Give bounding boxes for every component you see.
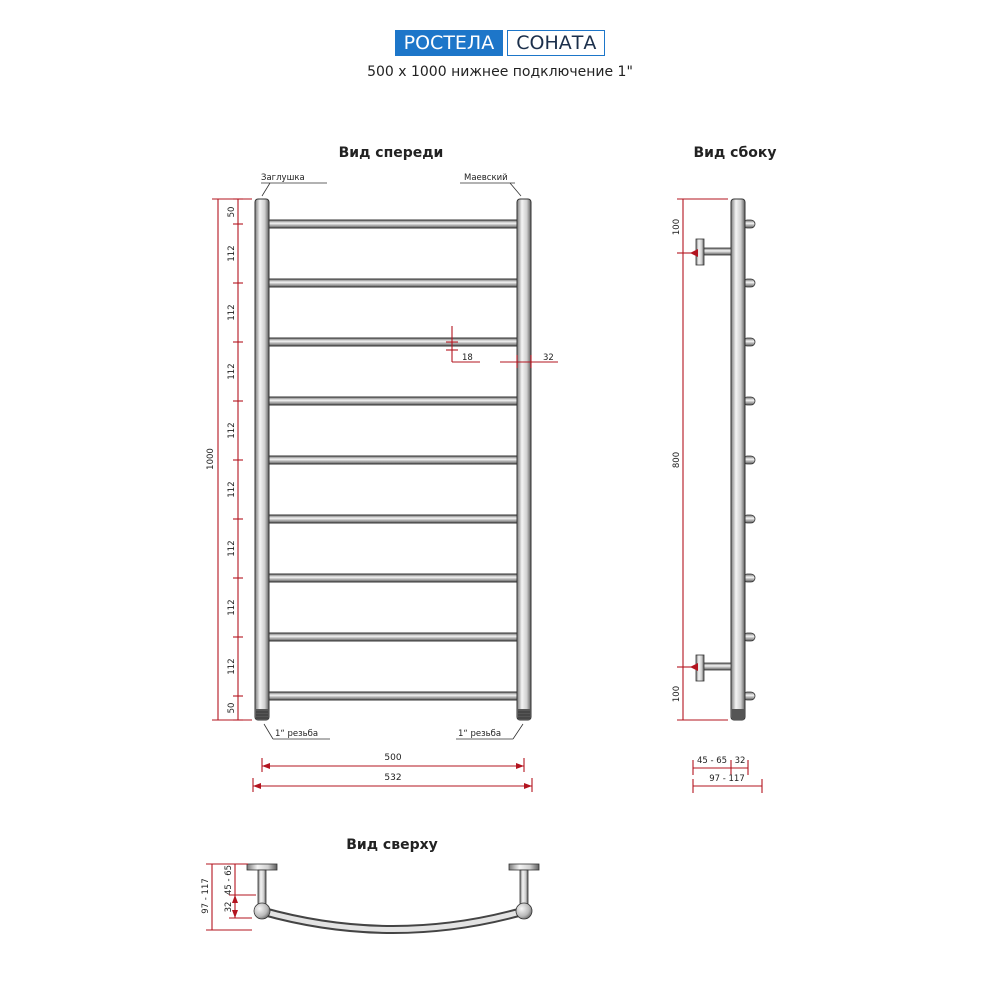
- product-subtitle: 500 x 1000 нижнее подключение 1": [367, 64, 633, 80]
- spacing-label: 112: [227, 304, 237, 321]
- spacing-label: 112: [227, 599, 237, 616]
- front-view: [206, 173, 558, 792]
- mayevsky-label: Маевский: [464, 173, 508, 183]
- rung-diameter-label: 18: [462, 353, 473, 363]
- front-rung: [263, 338, 523, 346]
- side-upper-bracket: [690, 239, 731, 265]
- left-thread-end: [256, 709, 268, 720]
- spacing-label: 112: [227, 422, 237, 439]
- front-view-title: Вид спереди: [338, 145, 444, 161]
- top-right-bracket-stem: [520, 870, 528, 906]
- plug-label: Заглушка: [261, 173, 305, 183]
- spacing-label: 112: [227, 658, 237, 675]
- left-post: [255, 199, 269, 720]
- side-post: [731, 199, 745, 720]
- top-dim-post: 32: [224, 901, 234, 913]
- top-dim-depth: 97 - 117: [201, 878, 211, 914]
- spacing-label: 112: [227, 540, 237, 557]
- side-dim-middle: 800: [672, 451, 682, 469]
- left-thread-label: 1“ резьба: [275, 729, 319, 739]
- side-dim-bottom: 100: [672, 685, 682, 703]
- top-left-wall-plate: [247, 864, 277, 870]
- top-left-post-circle: [254, 903, 270, 919]
- front-rung: [263, 692, 523, 700]
- front-rung: [263, 279, 523, 287]
- front-rung: [263, 574, 523, 582]
- front-rung: [263, 456, 523, 464]
- spacing-label: 112: [227, 363, 237, 380]
- width-centers-label: 500: [384, 753, 402, 763]
- top-right-wall-plate: [509, 864, 539, 870]
- side-dim-top: 100: [672, 218, 682, 236]
- top-view: [201, 864, 539, 930]
- right-thread-label: 1“ резьба: [458, 729, 502, 739]
- top-dim-wall: 45 - 65: [224, 864, 234, 896]
- side-view: [672, 199, 762, 793]
- spacing-top-label: 50: [227, 206, 237, 218]
- height-total-label: 1000: [206, 448, 216, 470]
- width-overall-label: 532: [384, 773, 402, 783]
- brand-model-name: СОНАТА: [507, 30, 605, 56]
- top-right-post-circle: [516, 903, 532, 919]
- front-rung: [263, 633, 523, 641]
- side-view-title: Вид сбоку: [693, 145, 777, 161]
- brand-logo-rostela: РОСТЕЛА: [395, 30, 504, 56]
- front-rungs: [263, 220, 523, 700]
- front-rung: [263, 515, 523, 523]
- front-rung: [263, 220, 523, 228]
- front-rung: [263, 397, 523, 405]
- spacing-label: 112: [227, 245, 237, 262]
- right-post: [517, 199, 531, 720]
- spacing-label: 112: [227, 481, 237, 498]
- top-view-title: Вид сверху: [346, 837, 438, 853]
- side-dim-wall: 45 - 65: [696, 756, 728, 766]
- post-diameter-label: 32: [543, 353, 554, 363]
- right-thread-end: [518, 709, 530, 720]
- side-dim-post: 32: [734, 756, 746, 766]
- spacing-bottom-label: 50: [227, 702, 237, 714]
- top-left-bracket-stem: [258, 870, 266, 906]
- side-dim-depth: 97 - 117: [709, 774, 745, 784]
- side-lower-bracket: [690, 655, 731, 681]
